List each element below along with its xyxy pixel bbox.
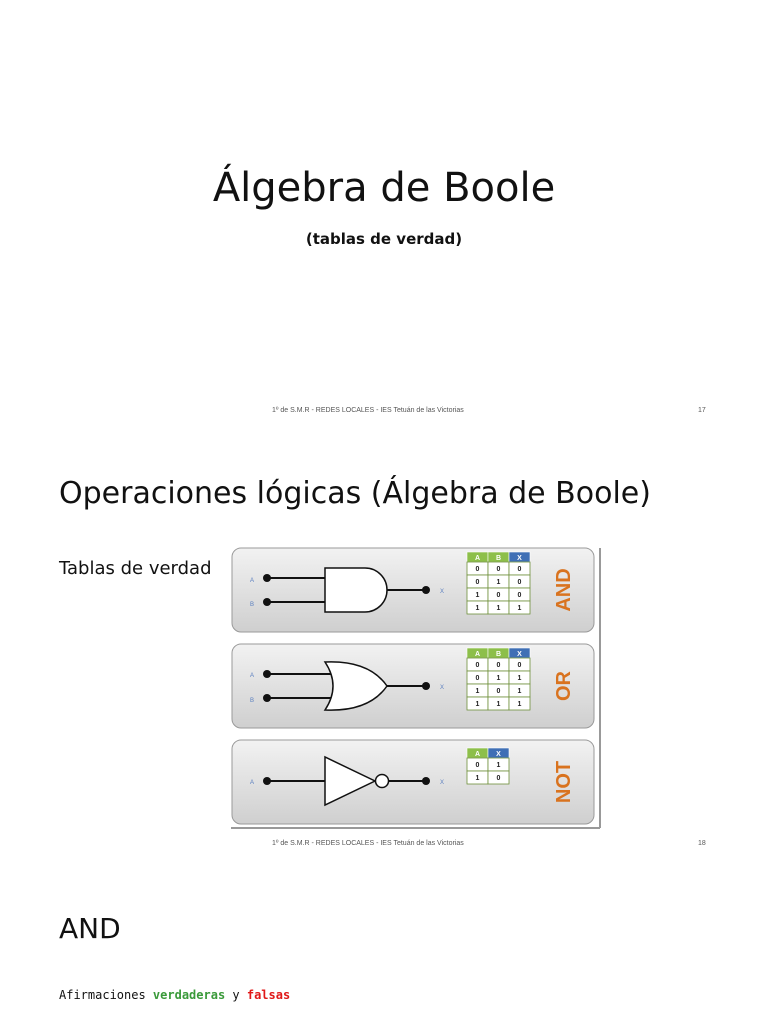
slide-subtitle: (tablas de verdad) [305, 230, 463, 248]
truth-table-value: 0 [517, 579, 522, 586]
slide-title: AND [59, 912, 121, 945]
truth-table-value: 1 [475, 701, 480, 708]
slide-17 [0, 0, 768, 434]
or-gate-panel [232, 644, 594, 728]
truth-table-value: 0 [475, 579, 480, 586]
truth-table-header-text: B [495, 555, 502, 562]
output-x-label: X [440, 589, 445, 595]
slide-footer: 1º de S.M.R - REDES LOCALES - IES Tetuán de las Victorias [272, 840, 464, 847]
truth-table-value: 0 [475, 662, 480, 669]
truth-table-value: 1 [496, 701, 501, 708]
truth-table-value: 1 [517, 701, 522, 708]
false-word: falsas [246, 988, 291, 1002]
truth-table-value: 0 [496, 775, 501, 782]
page-number: 18 [698, 840, 706, 847]
truth-table-value: 0 [475, 762, 480, 769]
input-a-label: A [250, 578, 255, 584]
truth-table-value: 1 [496, 675, 501, 682]
slide-footer: 1º de S.M.R - REDES LOCALES - IES Tetuán de las Victorias [272, 407, 464, 414]
truth-table-value: 0 [517, 662, 522, 669]
truth-table-value: 1 [517, 675, 522, 682]
truth-table-value: 0 [475, 566, 480, 573]
truth-table-header-text: A [474, 555, 481, 562]
not-gate-label: NOT [553, 760, 575, 804]
slide-title: Operaciones lógicas (Álgebra de Boole) [59, 476, 651, 511]
truth-table-header-text: X [496, 751, 501, 758]
or-gate-label: OR [553, 671, 575, 701]
truth-table-value: 1 [496, 579, 501, 586]
truth-table-header-text: X [517, 555, 522, 562]
and-gate-label: AND [553, 568, 575, 612]
statement-start: Afirmaciones [59, 988, 153, 1002]
truth-table-header-text: A [474, 751, 481, 758]
truth-table-value: 0 [496, 688, 501, 695]
slide-18 [0, 434, 768, 864]
truth-table-header-text: B [495, 651, 502, 658]
logic-gates-diagram [229, 546, 603, 830]
input-b-label: B [250, 602, 255, 608]
truth-table-value: 1 [475, 592, 480, 599]
or-truth-table [467, 648, 530, 710]
true-word: verdaderas [152, 988, 226, 1002]
slide-subtitle: Tablas de verdad [59, 558, 212, 579]
truth-table-value: 0 [517, 566, 522, 573]
truth-table-value: 0 [496, 662, 501, 669]
and-gate-panel [232, 548, 594, 632]
truth-table-header-text: A [474, 651, 481, 658]
not-gate-panel [232, 740, 594, 824]
output-x-label: X [440, 685, 445, 691]
slide-19 [0, 864, 768, 1024]
truth-table-value: 0 [496, 566, 501, 573]
output-x-label: X [440, 780, 445, 786]
truth-table-value: 1 [517, 688, 522, 695]
truth-table-header-text: X [517, 651, 522, 658]
slide-title: Álgebra de Boole [212, 165, 556, 211]
truth-table-value: 0 [475, 675, 480, 682]
truth-table-value: 1 [517, 605, 522, 612]
truth-table-value: 0 [517, 592, 522, 599]
truth-table-value: 1 [475, 775, 480, 782]
and-gate-symbol [325, 568, 387, 612]
page-number: 17 [698, 407, 706, 414]
truth-table-value: 0 [496, 592, 501, 599]
statement-line [59, 988, 290, 1002]
truth-table-value: 1 [475, 688, 480, 695]
and-truth-table [467, 552, 530, 614]
not-truth-table [467, 748, 509, 784]
input-a-label: A [250, 780, 255, 786]
truth-table-value: 1 [496, 605, 501, 612]
input-a-label: A [250, 673, 255, 679]
statement-and: y [225, 988, 247, 1002]
input-b-label: B [250, 698, 255, 704]
truth-table-value: 1 [496, 762, 501, 769]
truth-table-value: 1 [475, 605, 480, 612]
